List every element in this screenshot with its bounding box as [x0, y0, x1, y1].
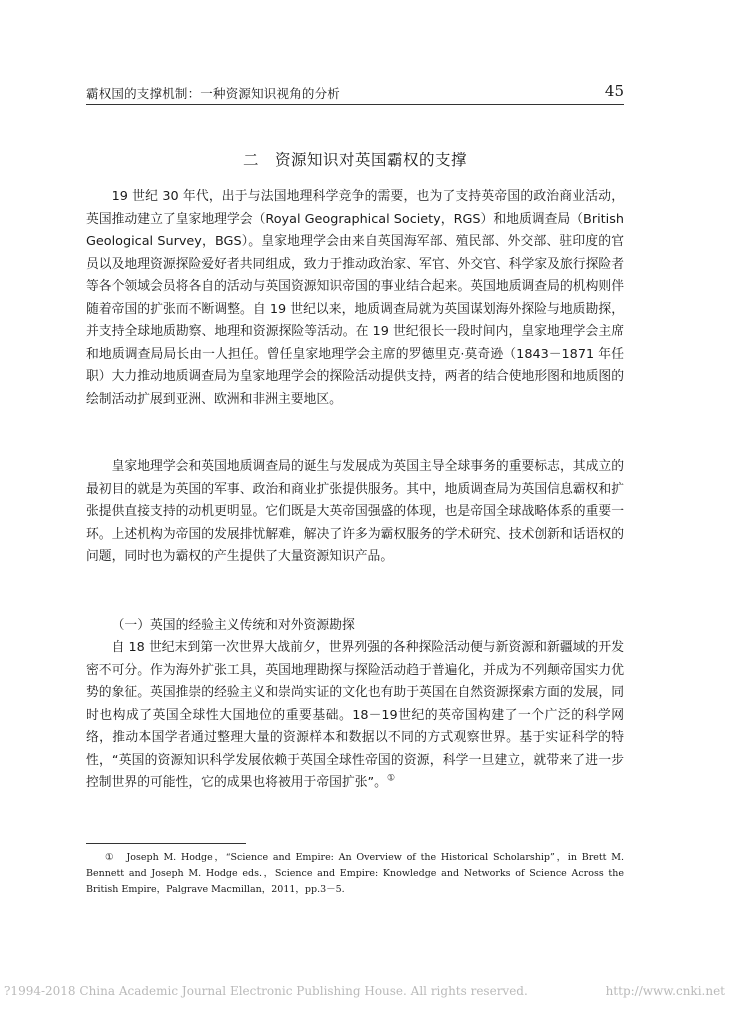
copyright-notice: ?1994-2018 China Academic Journal Electronic Publishing House. All rights reserved. [4, 984, 528, 998]
page-footer [0, 984, 729, 998]
cnki-link[interactable]: http://www.cnki.net [605, 984, 725, 998]
paragraph-3 [86, 637, 624, 795]
footnote-reference[interactable]: ① [386, 773, 396, 784]
section-heading: 二 资源知识对英国霸权的支撑 [242, 151, 467, 169]
footnote: ① Joseph M. Hodge，“Science and Empire: An Overview of the Historical Scholarship”，in Brett M. Bennett and Joseph M. Hodge eds.，Science and Empire: Knowledge and Networks of Science Across the British Empire，Palgrave Macmillan，2011，pp.3－5. [86, 852, 624, 895]
page-number: 45 [604, 82, 624, 100]
paragraph-1: 19 世纪 30 年代，出于与法国地理科学竞争的需要，也为了支持英帝国的政治商业活动，英国推动建立了皇家地理学会（Royal Geographical Society，RGS）和地质调查局（British Geological Survey，BGS）。皇家地理学会由来自英国海军部、殖民部、外交部、驻印度的官员以及地理资源探险爱好者共同组成，致力于推动政治家、军官、外交官、科学家及旅行探险者等各个领域会员将各自的活动与英国资源知识帝国的事业结合起来。英国地质调查局的机构则伴随着帝国的扩张而不断调整。自 19 世纪以来，地质调查局就为英国谋划海外探险与地质勘探，并支持全球地质勘察、地理和资源探险等活动。在 19 世纪很长一段时间内，皇家地理学会主席和地质调查局局长由一人担任。曾任皇家地理学会主席的罗德里克·莫奇逊（1843－1871 年任职）大力推动地质调查局为皇家地理学会的探险活动提供支持，两者的结合使地形图和地质图的绘制活动扩展到亚洲、欧洲和非洲主要地区。 [86, 189, 624, 407]
running-header [86, 82, 624, 105]
paragraph-3-text: 自 18 世纪末到第一次世界大战前夕，世界列强的各种探险活动便与新资源和新疆域的开发密不可分。作为海外扩张工具，英国地理勘探与探险活动趋于普遍化，并成为不列颠帝国实力优势的象征。英国推崇的经验主义和崇尚实证的文化也有助于英国在自然资源探索方面的发展，同时也构成了英国全球性大国地位的重要基础。18－19世纪的英帝国构建了一个广泛的科学网络，推动本国学者通过整理大量的资源样本和数据以不同的方式观察世界。基于实证科学的特性，“英国的资源知识科学发展依赖于英国全球性帝国的资源，科学一旦建立，就带来了进一步控制世界的可能性，它的成果也将被用于帝国扩张”。 [86, 640, 624, 790]
paragraph-2: 皇家地理学会和英国地质调查局的诞生与发展成为英国主导全球事务的重要标志，其成立的最初目的就是为英国的军事、政治和商业扩张提供服务。其中，地质调查局为英国信息霸权和扩张提供直接支持的动机更明显。它们既是大英帝国强盛的体现，也是帝国全球战略体系的重要一环。上述机构为帝国的发展排忧解难，解决了许多为霸权服务的学术研究、技术创新和话语权的问题，同时也为霸权的产生提供了大量资源知识产品。 [86, 459, 624, 564]
footnote-divider [86, 843, 246, 844]
running-title: 霸权国的支撑机制：一种资源知识视角的分析 [86, 86, 341, 101]
subsection-heading: （一）英国的经验主义传统和对外资源勘探 [111, 618, 355, 633]
